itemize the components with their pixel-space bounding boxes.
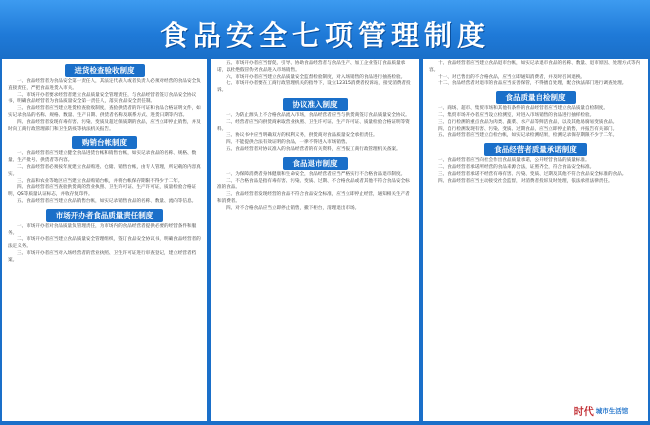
rule-paragraph: 五、食品经营者对协议准入的食品经营者的有关资料，应当报工商行政管理机关备案。 <box>226 146 401 152</box>
column-right <box>423 59 648 421</box>
brand-name: 时代 <box>573 406 594 418</box>
rule-paragraph: 十、食品经营者应当建立食品退市台帐，如实记录退市食品的名称、数量、退市原因、处理方式等内容。 <box>429 61 641 73</box>
rule-paragraph: 十二、食品经营者对退市的食品应当妥善保管，不得擅自处理，配合执法部门进行调查处理。 <box>438 81 627 87</box>
rule-paragraph: 二、不合格食品是指有毒有害、污染、变质、过期、不合格食品或者其他不符合食品安全标准的食品。 <box>217 178 410 191</box>
rule-paragraph: 三、协议书中应当明确双方的权利义务，供货商对食品质量安全承担责任。 <box>226 133 378 139</box>
rule-paragraph: 二、经营者应当向供货商索取营业执照、卫生许可证、生产许可证、质量检验合格证明等资料。 <box>217 119 410 132</box>
column-middle <box>211 59 419 421</box>
rule-paragraph: 四、不能提供合法有效证明的食品，一律不得进入市场销售。 <box>226 140 351 146</box>
rule-paragraph: 五、市场开办者应当督促、引导、协助食品经营者与食品生产、加工企业签订食品质量承诺，以杜绝假冒伪劣食品进入市场销售。 <box>217 61 406 73</box>
rule-paragraph: 四、对不合格食品应当立即停止销售，撤下柜台，清理退出市场。 <box>226 205 360 211</box>
brand-logo <box>556 399 646 421</box>
rule-paragraph: 四、食品经营者应当查验供货商的营业执照、卫生许可证、生产许可证，质量检验合格证明，QS等质量认证标志，并收存复印件。 <box>8 185 197 198</box>
rule-paragraph: 三、食品经营者承诺不经营有毒有害、污染、变质、过期及其他不符合食品安全标准的食品。 <box>438 171 627 177</box>
rule-paragraph: 一、食品经营者应当向社会作出食品质量承诺，公开经营食品的质量标准。 <box>438 158 590 164</box>
rule-paragraph: 一、市场开办者对食品质量负管理责任，为市场内的食品经营者提供必要的经营条件和服务。 <box>8 223 197 236</box>
column-left <box>2 59 207 421</box>
brand-subtitle: 城市生活馆 <box>595 406 629 415</box>
section-title-withdrawal: 食品退市制度 <box>283 157 348 170</box>
rule-paragraph: 四、食品经营者发现有毒有害、污染、变质及超过保质期的食品，应当立即停止销售，并及时向工商行政管理部门和卫生防疫等执法机关报告。 <box>8 119 201 132</box>
rule-paragraph: 二、市场开办者要求经营者建立食品质量安全管理责任，与食品经营者签订食品安全协议书，明确食品经营者为食品质量安全第一责任人，落实食品安全责任制。 <box>8 92 197 105</box>
rule-paragraph: 一、为防止源头上不合格食品流入市场，食品经营者应当与供货商签订食品质量安全协议。 <box>226 112 410 118</box>
rule-paragraph: 一、食品经营者应当建立健全食品进货台帐和销售台帐，如实记录食品的名称、规格、数量、生产批号、供货者等内容。 <box>8 151 197 164</box>
rule-paragraph: 三、市场开办者应当对入场经营者的营业执照、卫生许可证进行审查登记，建立经营者档案。 <box>8 250 197 263</box>
section-title-agreement-access: 协议准入制度 <box>283 98 348 111</box>
rule-paragraph: 三、食品经营者应当建立进货检查验收制度，查验供货者的许可证和食品合格证明文件，如实记录食品的名称、规格、数量、生产日期、供货者名称及联系方式、进货日期等内容。 <box>8 106 201 118</box>
rule-paragraph: 二、食品经营者必须按年度建立食品购进、仓储、销售台帐，由专人管理，所记载的内容真实。 <box>8 164 201 177</box>
section-title-self-inspection: 食品质量自检制度 <box>496 91 576 104</box>
rule-paragraph: 四、自行检测发现有害、污染、变质、过期食品，应当立即停止销售，并报告有关部门。 <box>438 126 618 132</box>
rule-paragraph: 三、食品和农业等地区应当建立食品购销台帐，并将台帐保存期限不得少于二年。 <box>17 178 183 184</box>
section-title-market-responsibility: 市场开办者食品质量责任制度 <box>46 209 164 222</box>
rule-paragraph: 二、食品经营者承诺所经营的食品来源合法，证照齐全，符合食品安全标准。 <box>438 164 595 170</box>
section-title-ledger: 购销台帐制度 <box>72 136 137 149</box>
page-title: 食品安全七项管理制度 <box>159 19 490 52</box>
rule-paragraph: 三、食品经营者发现经营的食品不符合食品安全标准，应当立即停止经营，通知相关生产者和消费者。 <box>217 192 410 204</box>
rule-paragraph: 六、市场开办者应当建立食品质量安全监督检验制度，对入场销售的食品进行抽查检验。 <box>226 74 406 80</box>
rule-paragraph: 七、市场开办者要在工商行政管理机关的指导下，设立12315消费者投诉站，接受消费者投诉。 <box>217 81 411 94</box>
header-banner <box>0 0 650 58</box>
rule-paragraph: 一、为保障消费者身体健康和生命安全，食品经营者应当严格实行不合格食品退市制度。 <box>226 171 406 177</box>
rule-paragraph: 一、食品经营者为食品安全第一责任人，其法定代表人或者负责人必须对经营的食品安全负直接责任，严把食品进货入市关。 <box>8 79 201 91</box>
rule-paragraph: 十一、对已售出的不合格食品，应当立即通知消费者，并及时召回退换。 <box>438 74 586 80</box>
rule-paragraph: 五、食品经营者应当建立食品销售台帐，如实记录销售食品的名称、数量、流向等信息。 <box>17 198 197 204</box>
section-title-inspection: 进货检查验收制度 <box>65 64 145 77</box>
rule-paragraph: 二、市场开办者应当建立食品质量安全管理组织，签订食品安全协议书，明确食品经营者的法定义务。 <box>8 237 201 250</box>
rule-paragraph: 五、食品经营者应当建立自检台帐，如实记录检测结果，检测记录保存期限不少于二年。 <box>438 133 618 139</box>
rule-paragraph: 二、集贸市场开办者应当设立检测室，对进入市场销售的食品进行抽样检验。 <box>438 112 595 118</box>
rule-paragraph: 四、食品经营者应当主动接受社会监督，对消费者投诉及时处理，依法承担法律责任。 <box>438 178 613 184</box>
rule-paragraph: 三、自行检测的重点食品为肉类、蔬菜、水产品等鲜活食品，以及其他易腐易变质食品。 <box>438 119 618 125</box>
section-title-quality-commitment: 食品经营者质量承诺制度 <box>484 143 587 156</box>
rule-paragraph: 一、商场、超市、集贸市场和其他有条件的食品经营者应当建立食品质量自检制度。 <box>438 106 608 112</box>
